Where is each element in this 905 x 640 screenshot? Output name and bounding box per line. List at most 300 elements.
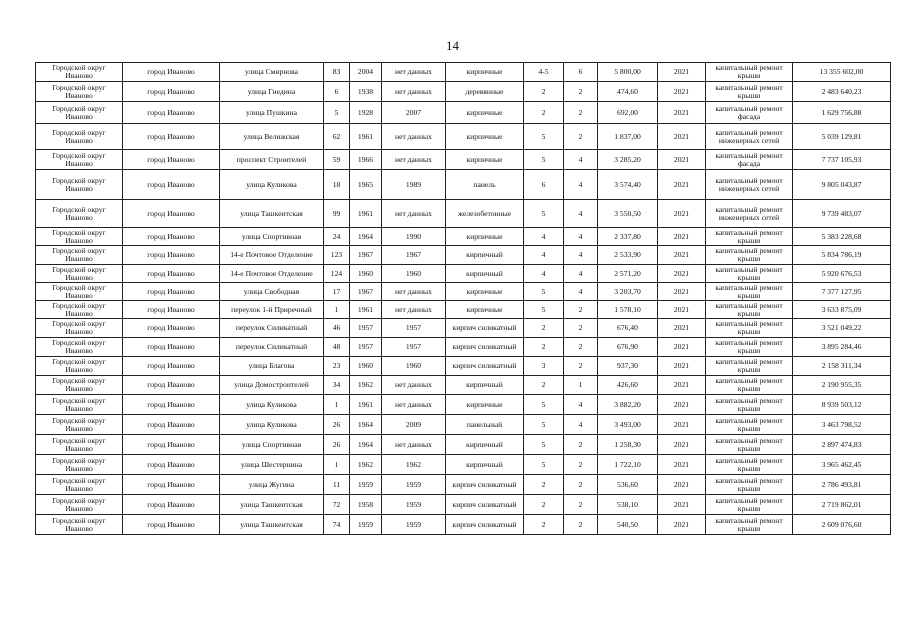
cell-repair-year: 2021 — [658, 435, 706, 455]
cell-cost: 1 629 756,88 — [793, 102, 891, 124]
cell-cost: 5 834 786,19 — [793, 246, 891, 265]
cell-cost: 3 463 798,52 — [793, 415, 891, 435]
cell-wall-material: панель — [446, 170, 524, 200]
cell-floors: 5 — [524, 301, 564, 319]
cell-repair-year: 2021 — [658, 283, 706, 301]
table-row — [36, 319, 891, 338]
cell-settlement: город Иваново — [123, 395, 220, 415]
cell-cost: 2 719 862,01 — [793, 495, 891, 515]
cell-build-year: 1958 — [350, 495, 382, 515]
cell-wall-material: кирпичный — [446, 246, 524, 265]
cell-renovation-year: 1967 — [382, 246, 446, 265]
cell-build-year: 1961 — [350, 395, 382, 415]
cell-street: улица Куликова — [220, 170, 324, 200]
cell-cost: 5 039 129,81 — [793, 124, 891, 150]
cell-renovation-year: нет данных — [382, 435, 446, 455]
cell-cost: 3 895 284,46 — [793, 338, 891, 357]
cell-entrances: 2 — [564, 495, 598, 515]
cell-street: улица Спортивная — [220, 435, 324, 455]
cell-entrances: 4 — [564, 228, 598, 246]
cell-wall-material: кирпичные — [446, 228, 524, 246]
cell-repair-year: 2021 — [658, 376, 706, 395]
cell-floors: 2 — [524, 495, 564, 515]
cell-entrances: 2 — [564, 455, 598, 475]
cell-floors: 5 — [524, 415, 564, 435]
cell-settlement: город Иваново — [123, 301, 220, 319]
cell-house-number: 5 — [324, 102, 350, 124]
cell-build-year: 1938 — [350, 82, 382, 102]
cell-build-year: 1967 — [350, 246, 382, 265]
cell-build-year: 1959 — [350, 475, 382, 495]
cell-entrances: 2 — [564, 102, 598, 124]
cell-repair-year: 2021 — [658, 395, 706, 415]
cell-build-year: 1961 — [350, 124, 382, 150]
table-row — [36, 246, 891, 265]
cell-renovation-year: 1960 — [382, 357, 446, 376]
cell-municipality: Городской округ Иваново — [36, 246, 123, 265]
cell-house-number: 24 — [324, 228, 350, 246]
cell-build-year: 1961 — [350, 200, 382, 228]
cell-wall-material: кирпичные — [446, 395, 524, 415]
cell-work-type: капитальный ремонт инженерных сетей — [706, 200, 793, 228]
cell-house-number: 59 — [324, 150, 350, 170]
cell-settlement: город Иваново — [123, 265, 220, 283]
cell-build-year: 1962 — [350, 376, 382, 395]
cell-settlement: город Иваново — [123, 515, 220, 535]
cell-renovation-year: 1962 — [382, 455, 446, 475]
cell-work-type: капитальный ремонт крыши — [706, 228, 793, 246]
cell-work-type: капитальный ремонт крыши — [706, 376, 793, 395]
cell-floors: 2 — [524, 475, 564, 495]
cell-house-number: 6 — [324, 82, 350, 102]
cell-wall-material: кирпичные — [446, 124, 524, 150]
cell-settlement: город Иваново — [123, 338, 220, 357]
cell-repair-year: 2021 — [658, 124, 706, 150]
cell-area: 538,10 — [598, 495, 658, 515]
table-row — [36, 170, 891, 200]
cell-floors: 2 — [524, 319, 564, 338]
cell-house-number: 23 — [324, 357, 350, 376]
cell-cost: 2 190 955,35 — [793, 376, 891, 395]
cell-street: улица Смирнова — [220, 63, 324, 82]
cell-floors: 2 — [524, 102, 564, 124]
cell-work-type: капитальный ремонт крыши — [706, 395, 793, 415]
cell-settlement: город Иваново — [123, 200, 220, 228]
cell-settlement: город Иваново — [123, 82, 220, 102]
cell-wall-material: кирпичный — [446, 455, 524, 475]
cell-wall-material: кирпич силикатный — [446, 357, 524, 376]
cell-repair-year: 2021 — [658, 338, 706, 357]
cell-settlement: город Иваново — [123, 415, 220, 435]
table-row — [36, 283, 891, 301]
cell-street: улица Ташкентская — [220, 495, 324, 515]
cell-work-type: капитальный ремонт крыши — [706, 475, 793, 495]
cell-settlement: город Иваново — [123, 63, 220, 82]
cell-floors: 5 — [524, 283, 564, 301]
cell-municipality: Городской округ Иваново — [36, 455, 123, 475]
cell-repair-year: 2021 — [658, 102, 706, 124]
cell-renovation-year: нет данных — [382, 150, 446, 170]
cell-entrances: 4 — [564, 283, 598, 301]
cell-renovation-year: нет данных — [382, 395, 446, 415]
cell-settlement: город Иваново — [123, 475, 220, 495]
cell-area: 676,40 — [598, 319, 658, 338]
cell-municipality: Городской округ Иваново — [36, 102, 123, 124]
cell-municipality: Городской округ Иваново — [36, 150, 123, 170]
table-row — [36, 265, 891, 283]
cell-floors: 5 — [524, 395, 564, 415]
cell-floors: 5 — [524, 455, 564, 475]
cell-municipality: Городской округ Иваново — [36, 515, 123, 535]
cell-area: 540,50 — [598, 515, 658, 535]
cell-municipality: Городской округ Иваново — [36, 495, 123, 515]
cell-area: 3 550,50 — [598, 200, 658, 228]
cell-entrances: 2 — [564, 435, 598, 455]
cell-floors: 4 — [524, 246, 564, 265]
cell-entrances: 2 — [564, 338, 598, 357]
cell-floors: 2 — [524, 82, 564, 102]
cell-settlement: город Иваново — [123, 283, 220, 301]
cell-work-type: капитальный ремонт крыши — [706, 63, 793, 82]
table-row — [36, 63, 891, 82]
cell-area: 3 882,20 — [598, 395, 658, 415]
cell-area: 2 571,20 — [598, 265, 658, 283]
cell-renovation-year: нет данных — [382, 82, 446, 102]
cell-house-number: 18 — [324, 170, 350, 200]
cell-wall-material: кирпичные — [446, 63, 524, 82]
cell-wall-material: кирпичные — [446, 150, 524, 170]
cell-cost: 9 805 043,87 — [793, 170, 891, 200]
cell-entrances: 4 — [564, 395, 598, 415]
cell-repair-year: 2021 — [658, 63, 706, 82]
table-row — [36, 102, 891, 124]
housing-repair-table — [35, 62, 891, 535]
cell-entrances: 4 — [564, 415, 598, 435]
cell-cost: 2 158 311,34 — [793, 357, 891, 376]
cell-work-type: капитальный ремонт крыши — [706, 455, 793, 475]
cell-settlement: город Иваново — [123, 455, 220, 475]
cell-build-year: 1960 — [350, 265, 382, 283]
cell-floors: 2 — [524, 376, 564, 395]
cell-renovation-year: нет данных — [382, 283, 446, 301]
table-row — [36, 150, 891, 170]
cell-house-number: 1 — [324, 455, 350, 475]
cell-entrances: 4 — [564, 150, 598, 170]
cell-floors: 3 — [524, 357, 564, 376]
cell-repair-year: 2021 — [658, 150, 706, 170]
cell-wall-material: кирпич силикатный — [446, 495, 524, 515]
cell-cost: 2 609 076,60 — [793, 515, 891, 535]
table-row — [36, 301, 891, 319]
table-row — [36, 338, 891, 357]
cell-work-type: капитальный ремонт инженерных сетей — [706, 170, 793, 200]
cell-house-number: 99 — [324, 200, 350, 228]
cell-area: 676,90 — [598, 338, 658, 357]
cell-municipality: Городской округ Иваново — [36, 170, 123, 200]
cell-street: проспект Строителей — [220, 150, 324, 170]
cell-municipality: Городской округ Иваново — [36, 475, 123, 495]
cell-entrances: 6 — [564, 63, 598, 82]
cell-work-type: капитальный ремонт крыши — [706, 435, 793, 455]
cell-house-number: 123 — [324, 246, 350, 265]
cell-area: 426,60 — [598, 376, 658, 395]
cell-municipality: Городской округ Иваново — [36, 124, 123, 150]
table-row — [36, 475, 891, 495]
cell-area: 5 800,00 — [598, 63, 658, 82]
table-row — [36, 376, 891, 395]
cell-work-type: капитальный ремонт крыши — [706, 338, 793, 357]
cell-entrances: 4 — [564, 170, 598, 200]
cell-house-number: 46 — [324, 319, 350, 338]
cell-street: улица Ташкентская — [220, 200, 324, 228]
cell-settlement: город Иваново — [123, 376, 220, 395]
cell-build-year: 1957 — [350, 338, 382, 357]
cell-street: улица Свободная — [220, 283, 324, 301]
cell-cost: 7 737 105,93 — [793, 150, 891, 170]
cell-house-number: 11 — [324, 475, 350, 495]
cell-settlement: город Иваново — [123, 495, 220, 515]
cell-street: улица Спортивная — [220, 228, 324, 246]
cell-build-year: 1966 — [350, 150, 382, 170]
cell-work-type: капитальный ремонт крыши — [706, 246, 793, 265]
cell-municipality: Городской округ Иваново — [36, 376, 123, 395]
cell-settlement: город Иваново — [123, 170, 220, 200]
cell-entrances: 2 — [564, 82, 598, 102]
cell-renovation-year: нет данных — [382, 376, 446, 395]
cell-renovation-year: 1960 — [382, 265, 446, 283]
cell-renovation-year: 1959 — [382, 495, 446, 515]
cell-build-year: 1967 — [350, 283, 382, 301]
cell-area: 3 203,70 — [598, 283, 658, 301]
cell-municipality: Городской округ Иваново — [36, 265, 123, 283]
cell-build-year: 1961 — [350, 301, 382, 319]
cell-settlement: город Иваново — [123, 228, 220, 246]
cell-wall-material: кирпичный — [446, 435, 524, 455]
cell-street: переулок Силикатный — [220, 338, 324, 357]
cell-settlement: город Иваново — [123, 124, 220, 150]
cell-entrances: 2 — [564, 301, 598, 319]
cell-renovation-year: нет данных — [382, 63, 446, 82]
cell-entrances: 2 — [564, 475, 598, 495]
cell-wall-material: кирпичный — [446, 376, 524, 395]
cell-floors: 2 — [524, 338, 564, 357]
cell-street: улица Пушкина — [220, 102, 324, 124]
cell-cost: 2 897 474,83 — [793, 435, 891, 455]
cell-wall-material: кирпич силикатный — [446, 338, 524, 357]
cell-street: переулок Силикатный — [220, 319, 324, 338]
cell-renovation-year: нет данных — [382, 301, 446, 319]
cell-settlement: город Иваново — [123, 319, 220, 338]
cell-work-type: капитальный ремонт крыши — [706, 265, 793, 283]
cell-cost: 5 383 228,68 — [793, 228, 891, 246]
cell-street: улица Гнедина — [220, 82, 324, 102]
cell-street: улица Шестернина — [220, 455, 324, 475]
cell-settlement: город Иваново — [123, 150, 220, 170]
cell-wall-material: кирпич силикатный — [446, 475, 524, 495]
cell-entrances: 2 — [564, 319, 598, 338]
cell-entrances: 4 — [564, 246, 598, 265]
cell-renovation-year: 1959 — [382, 475, 446, 495]
cell-house-number: 62 — [324, 124, 350, 150]
cell-cost: 8 939 503,12 — [793, 395, 891, 415]
cell-repair-year: 2021 — [658, 246, 706, 265]
cell-municipality: Городской округ Иваново — [36, 338, 123, 357]
cell-build-year: 1965 — [350, 170, 382, 200]
cell-entrances: 1 — [564, 376, 598, 395]
cell-wall-material: кирпичные — [446, 301, 524, 319]
cell-wall-material: панельный — [446, 415, 524, 435]
cell-house-number: 17 — [324, 283, 350, 301]
cell-wall-material: деревянные — [446, 82, 524, 102]
cell-floors: 4 — [524, 265, 564, 283]
cell-street: 14-е Почтовое Отделение — [220, 265, 324, 283]
cell-house-number: 124 — [324, 265, 350, 283]
cell-renovation-year: 1957 — [382, 319, 446, 338]
cell-entrances: 2 — [564, 515, 598, 535]
cell-municipality: Городской округ Иваново — [36, 82, 123, 102]
table-row — [36, 82, 891, 102]
cell-area: 474,60 — [598, 82, 658, 102]
cell-renovation-year: 1990 — [382, 228, 446, 246]
cell-street: улица Благова — [220, 357, 324, 376]
cell-repair-year: 2021 — [658, 200, 706, 228]
cell-area: 3 493,00 — [598, 415, 658, 435]
table-row — [36, 495, 891, 515]
cell-build-year: 1964 — [350, 415, 382, 435]
cell-build-year: 1960 — [350, 357, 382, 376]
cell-work-type: капитальный ремонт крыши — [706, 319, 793, 338]
cell-floors: 5 — [524, 150, 564, 170]
cell-work-type: капитальный ремонт крыши — [706, 283, 793, 301]
cell-repair-year: 2021 — [658, 82, 706, 102]
cell-street: улица Велижская — [220, 124, 324, 150]
cell-repair-year: 2021 — [658, 455, 706, 475]
cell-renovation-year: 1957 — [382, 338, 446, 357]
cell-municipality: Городской округ Иваново — [36, 63, 123, 82]
table-row — [36, 200, 891, 228]
cell-house-number: 83 — [324, 63, 350, 82]
table-row — [36, 124, 891, 150]
cell-cost: 3 633 875,09 — [793, 301, 891, 319]
cell-house-number: 26 — [324, 415, 350, 435]
cell-work-type: капитальный ремонт крыши — [706, 301, 793, 319]
cell-repair-year: 2021 — [658, 357, 706, 376]
cell-street: улица Ташкентская — [220, 515, 324, 535]
cell-settlement: город Иваново — [123, 102, 220, 124]
cell-entrances: 2 — [564, 357, 598, 376]
cell-cost: 5 920 676,53 — [793, 265, 891, 283]
cell-area: 536,60 — [598, 475, 658, 495]
table-body — [36, 63, 891, 535]
cell-build-year: 1964 — [350, 435, 382, 455]
cell-house-number: 26 — [324, 435, 350, 455]
cell-work-type: капитальный ремонт крыши — [706, 357, 793, 376]
cell-renovation-year: 1959 — [382, 515, 446, 535]
cell-renovation-year: 1989 — [382, 170, 446, 200]
cell-cost: 2 483 640,23 — [793, 82, 891, 102]
cell-wall-material: кирпич силикатный — [446, 319, 524, 338]
cell-floors: 5 — [524, 124, 564, 150]
cell-municipality: Городской округ Иваново — [36, 415, 123, 435]
cell-municipality: Городской округ Иваново — [36, 435, 123, 455]
cell-build-year: 1957 — [350, 319, 382, 338]
table-row — [36, 395, 891, 415]
cell-street: улица Домостроителей — [220, 376, 324, 395]
cell-settlement: город Иваново — [123, 246, 220, 265]
cell-renovation-year: 2007 — [382, 102, 446, 124]
cell-area: 1 722,10 — [598, 455, 658, 475]
page-number: 14 — [446, 38, 459, 53]
table-row — [36, 228, 891, 246]
cell-house-number: 74 — [324, 515, 350, 535]
cell-repair-year: 2021 — [658, 475, 706, 495]
cell-wall-material: кирпичный — [446, 265, 524, 283]
cell-area: 937,30 — [598, 357, 658, 376]
cell-build-year: 1962 — [350, 455, 382, 475]
cell-entrances: 2 — [564, 124, 598, 150]
cell-street: улица Жугина — [220, 475, 324, 495]
cell-work-type: капитальный ремонт фасада — [706, 102, 793, 124]
cell-floors: 2 — [524, 515, 564, 535]
cell-floors: 5 — [524, 200, 564, 228]
cell-cost: 9 739 483,07 — [793, 200, 891, 228]
cell-street: 14-е Почтовое Отделение — [220, 246, 324, 265]
cell-municipality: Городской округ Иваново — [36, 200, 123, 228]
cell-street: переулок 1-й Приречный — [220, 301, 324, 319]
cell-repair-year: 2021 — [658, 265, 706, 283]
cell-house-number: 1 — [324, 301, 350, 319]
cell-area: 1 258,30 — [598, 435, 658, 455]
cell-cost: 3 521 049,22 — [793, 319, 891, 338]
cell-area: 3 285,20 — [598, 150, 658, 170]
cell-floors: 5 — [524, 435, 564, 455]
cell-floors: 4 — [524, 228, 564, 246]
cell-floors: 4-5 — [524, 63, 564, 82]
cell-repair-year: 2021 — [658, 170, 706, 200]
cell-work-type: капитальный ремонт инженерных сетей — [706, 124, 793, 150]
cell-renovation-year: нет данных — [382, 124, 446, 150]
cell-house-number: 34 — [324, 376, 350, 395]
cell-area: 2 337,80 — [598, 228, 658, 246]
cell-build-year: 2004 — [350, 63, 382, 82]
cell-house-number: 48 — [324, 338, 350, 357]
cell-repair-year: 2021 — [658, 415, 706, 435]
cell-work-type: капитальный ремонт крыши — [706, 82, 793, 102]
cell-repair-year: 2021 — [658, 228, 706, 246]
cell-repair-year: 2021 — [658, 495, 706, 515]
cell-work-type: капитальный ремонт фасада — [706, 150, 793, 170]
cell-house-number: 72 — [324, 495, 350, 515]
cell-cost: 2 786 493,81 — [793, 475, 891, 495]
cell-work-type: капитальный ремонт крыши — [706, 515, 793, 535]
cell-floors: 6 — [524, 170, 564, 200]
cell-municipality: Городской округ Иваново — [36, 283, 123, 301]
table-row — [36, 515, 891, 535]
cell-work-type: капитальный ремонт крыши — [706, 495, 793, 515]
cell-entrances: 4 — [564, 265, 598, 283]
cell-municipality: Городской округ Иваново — [36, 395, 123, 415]
cell-area: 3 574,40 — [598, 170, 658, 200]
cell-build-year: 1964 — [350, 228, 382, 246]
cell-repair-year: 2021 — [658, 515, 706, 535]
cell-area: 1 837,00 — [598, 124, 658, 150]
cell-cost: 7 377 127,95 — [793, 283, 891, 301]
cell-build-year: 1959 — [350, 515, 382, 535]
cell-cost: 13 355 602,00 — [793, 63, 891, 82]
cell-renovation-year: нет данных — [382, 200, 446, 228]
table-row — [36, 357, 891, 376]
cell-area: 1 578,10 — [598, 301, 658, 319]
